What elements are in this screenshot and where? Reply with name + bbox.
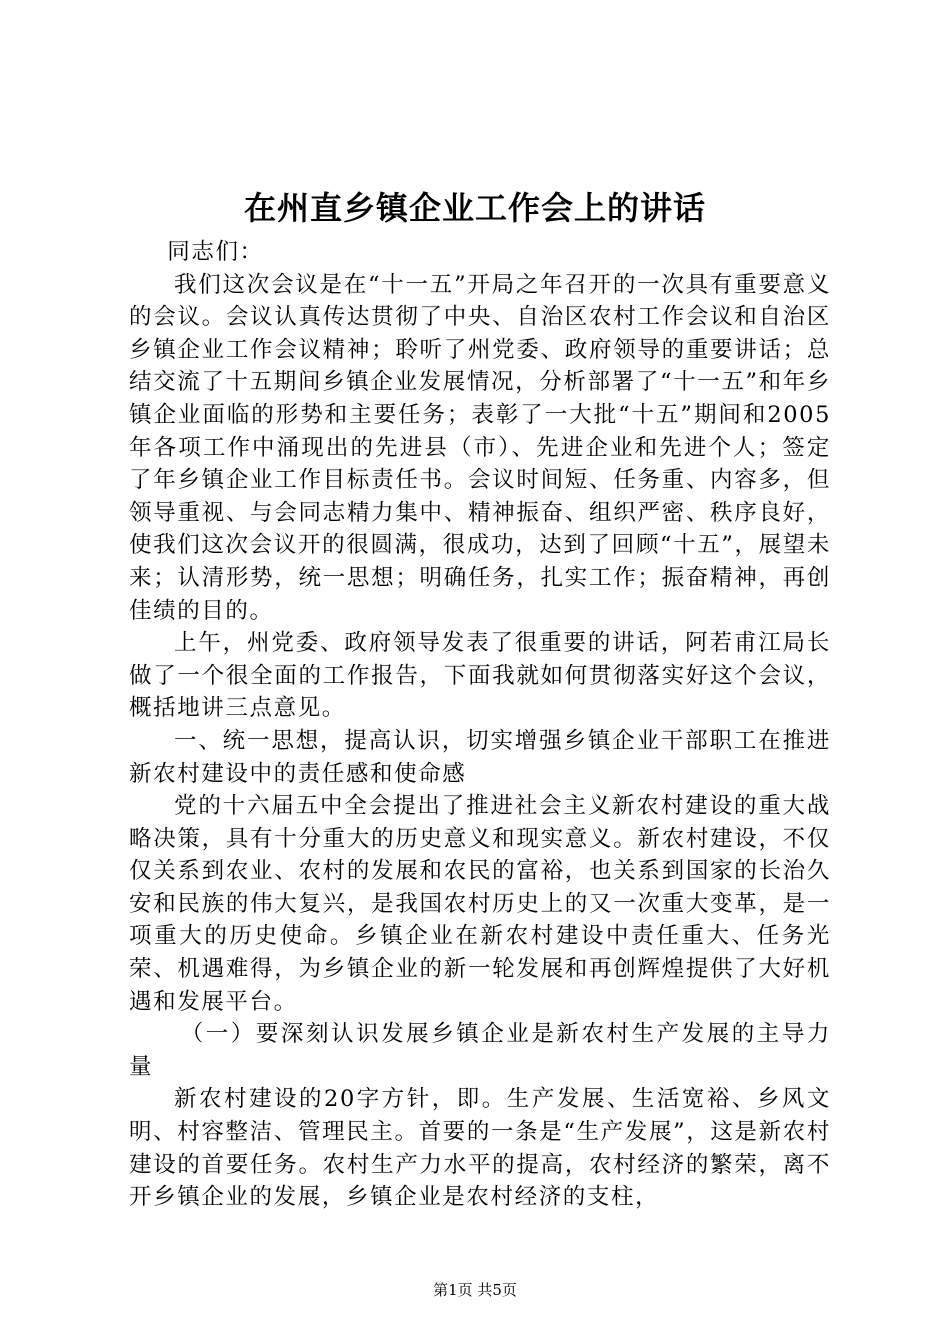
document-body	[129, 236, 831, 1214]
section-heading-1: 一、统一思想，提高认识，切实增强乡镇企业干部职工在推进新农村建设中的责任感和使命感	[129, 727, 831, 787]
paragraph-twenty-characters: 新农村建设的20字方针，即。生产发展、生活宽裕、乡风文明、村容整洁、管理民主。首要的一条是“生产发展”，这是新农村建设的首要任务。农村生产力水平的提高，农村经济的繁荣，离不开乡镇企业的发展，乡镇企业是农村经济的支柱，	[129, 1086, 831, 1211]
paragraph-morning: 上午，州党委、政府领导发表了很重要的讲话，阿若甫江局长做了一个很全面的工作报告，下面我就如何贯彻落实好这个会议，概括地讲三点意见。	[129, 630, 831, 722]
page-number-footer: 第1页 共5页	[433, 1281, 517, 1299]
document-title: 在州直乡镇企业工作会上的讲话	[243, 189, 706, 227]
subsection-heading-1: （一）要深刻认识发展乡镇企业是新农村生产发展的主导力量	[129, 1021, 831, 1080]
paragraph-intro: 我们这次会议是在“十一五”开局之年召开的一次具有重要意义的会议。会议认真传达贯彻了中央、自治区农村工作会议和自治区乡镇企业工作会议精神；聆听了州党委、政府领导的重要讲话；总结交流了十五期间乡镇企业发展情况，分析部署了“十一五”和年乡镇企业面临的形势和主要任务；表彰了一大批“十五”期间和2005年各项工作中涌现出的先进县（市）、先进企业和先进个人；签定了年乡镇企业工作目标责任书。会议时间短、任务重、内容多，但领导重视、与会同志精力集中、精神振奋、组织严密、秩序良好，使我们这次会议开的很圆满，很成功，达到了回顾“十五”，展望未来；认清形势，统一思想；明确任务，扎实工作；振奋精神，再创佳绩的目的。	[129, 271, 831, 624]
greeting: 同志们：	[167, 239, 264, 265]
paragraph-new-countryside: 党的十六届五中全会提出了推进社会主义新农村建设的重大战略决策，具有十分重大的历史意义和现实意义。新农村建设，不仅仅关系到农业、农村的发展和农民的富裕，也关系到国家的长治久安和民族的伟大复兴，是我国农村历史上的又一次重大变革，是一项重大的历史使命。乡镇企业在新农村建设中责任重大、任务光荣、机遇难得，为乡镇企业的新一轮发展和再创辉煌提供了大好机遇和发展平台。	[129, 793, 831, 1015]
